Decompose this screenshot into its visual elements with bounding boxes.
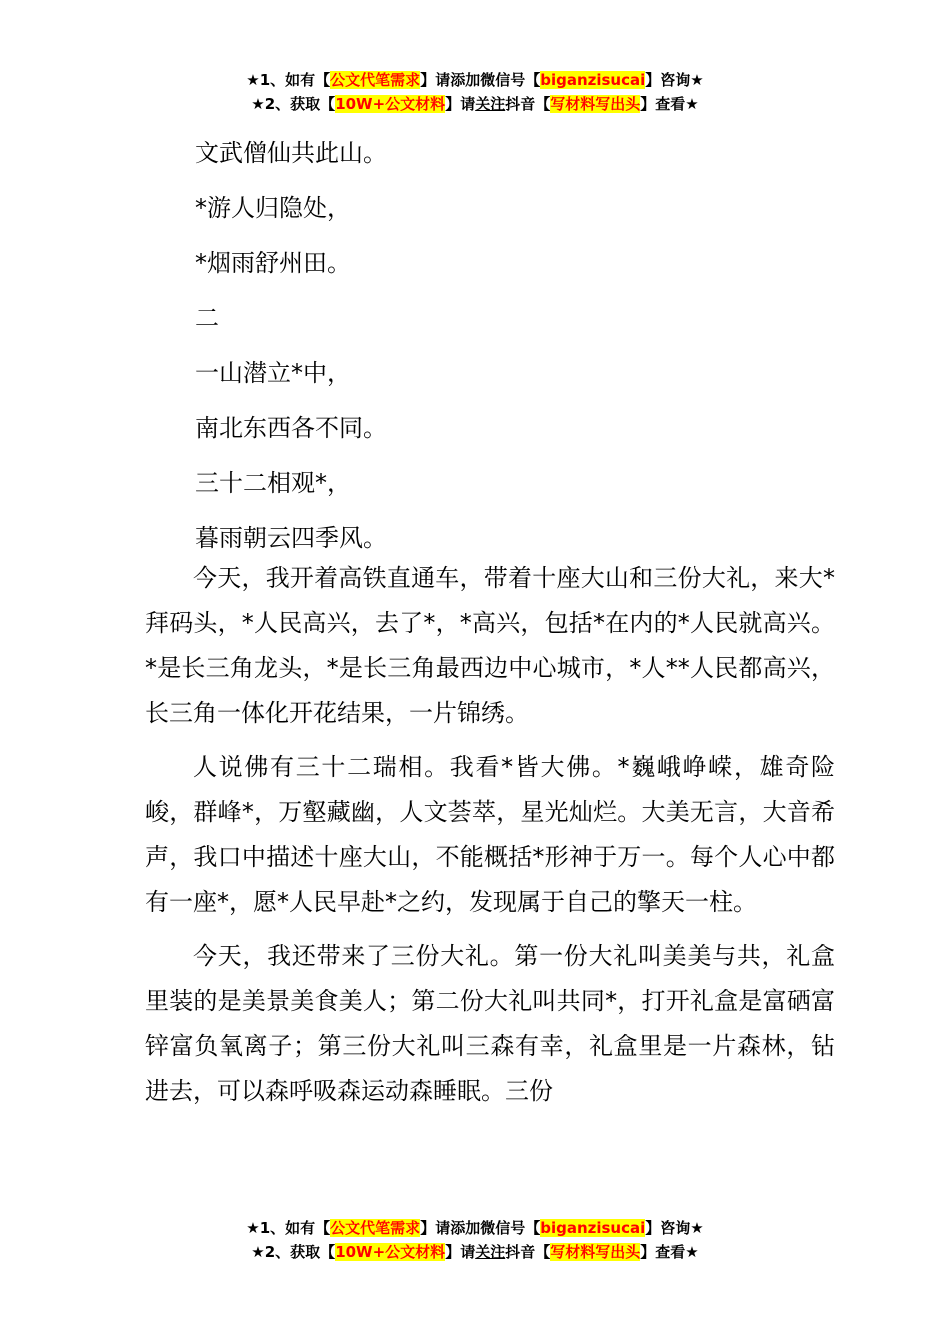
banner-highlight: 公文代笔需求 bbox=[330, 1219, 421, 1237]
banner-text: 】咨询★ bbox=[645, 71, 704, 89]
banner-text: 】请添加微信号【 bbox=[420, 71, 541, 89]
banner-underline: 关注 bbox=[475, 95, 506, 113]
paragraph: 今天，我还带来了三份大礼。第一份大礼叫美美与共，礼盒里装的是美景美食美人；第二份大礼叫共同*，打开礼盒是富硒富锌富负氧离子；第三份大礼叫三森有幸，礼盒里是一片森林，钻进去，可以森呼吸森运动森睡眠。三份 bbox=[145, 942, 835, 1105]
banner-highlight: 10W+公文材料 bbox=[335, 1243, 446, 1261]
banner-text: ★1、如有【 bbox=[246, 71, 331, 89]
header-banner bbox=[0, 68, 950, 116]
banner-line-2 bbox=[0, 1240, 950, 1264]
banner-underline: 关注 bbox=[475, 1243, 506, 1261]
banner-highlight: 10W+公文材料 bbox=[335, 95, 446, 113]
footer-banner bbox=[0, 1216, 950, 1264]
banner-text: ★1、如有【 bbox=[246, 1219, 331, 1237]
body-text bbox=[145, 556, 835, 1123]
banner-line-1 bbox=[0, 68, 950, 92]
poem-section-number: 二 bbox=[195, 304, 219, 332]
paragraph: 今天，我开着高铁直通车，带着十座大山和三份大礼，来大*拜码头，*人民高兴，去了*，*高兴，包括*在内的*人民就高兴。*是长三角龙头，*是长三角最西边中心城市，*人**人民都高兴，长三角一体化开花结果，一片锦绣。 bbox=[145, 564, 835, 727]
poem-line: 文武僧仙共此山。 bbox=[195, 139, 387, 167]
banner-highlight: biganzisucai bbox=[540, 1219, 646, 1237]
banner-line-2 bbox=[0, 92, 950, 116]
poem-line: *烟雨舒州田。 bbox=[195, 249, 351, 277]
banner-text: 】咨询★ bbox=[645, 1219, 704, 1237]
poem-line: 一山潜立*中， bbox=[195, 359, 351, 387]
banner-line-1 bbox=[0, 1216, 950, 1240]
banner-text: 】请添加微信号【 bbox=[420, 1219, 541, 1237]
banner-text: 】请 bbox=[445, 95, 476, 113]
banner-text: ★2、获取【 bbox=[251, 95, 336, 113]
paragraph: 人说佛有三十二瑞相。我看*皆大佛。*巍峨峥嵘，雄奇险峻，群峰*，万壑藏幽，人文荟萃，星光灿烂。大美无言，大音希声，我口中描述十座大山，不能概括*形神于万一。每个人心中都有一座*，愿*人民早赴*之约，发现属于自己的擎天一柱。 bbox=[145, 753, 835, 916]
banner-text: 抖音【 bbox=[505, 95, 551, 113]
poem-line: 南北东西各不同。 bbox=[195, 414, 387, 442]
banner-text: 】请 bbox=[445, 1243, 476, 1261]
banner-highlight: 公文代笔需求 bbox=[330, 71, 421, 89]
poem-line: 暮雨朝云四季风。 bbox=[195, 524, 387, 552]
banner-highlight: 写材料写出头 bbox=[550, 95, 641, 113]
banner-text: ★2、获取【 bbox=[251, 1243, 336, 1261]
banner-highlight: 写材料写出头 bbox=[550, 1243, 641, 1261]
poem-line: *游人归隐处， bbox=[195, 194, 351, 222]
banner-text: 抖音【 bbox=[505, 1243, 551, 1261]
banner-text: 】查看★ bbox=[640, 1243, 699, 1261]
poem-line: 三十二相观*， bbox=[195, 469, 351, 497]
banner-text: 】查看★ bbox=[640, 95, 699, 113]
banner-highlight: biganzisucai bbox=[540, 71, 646, 89]
poem-block bbox=[195, 126, 387, 566]
